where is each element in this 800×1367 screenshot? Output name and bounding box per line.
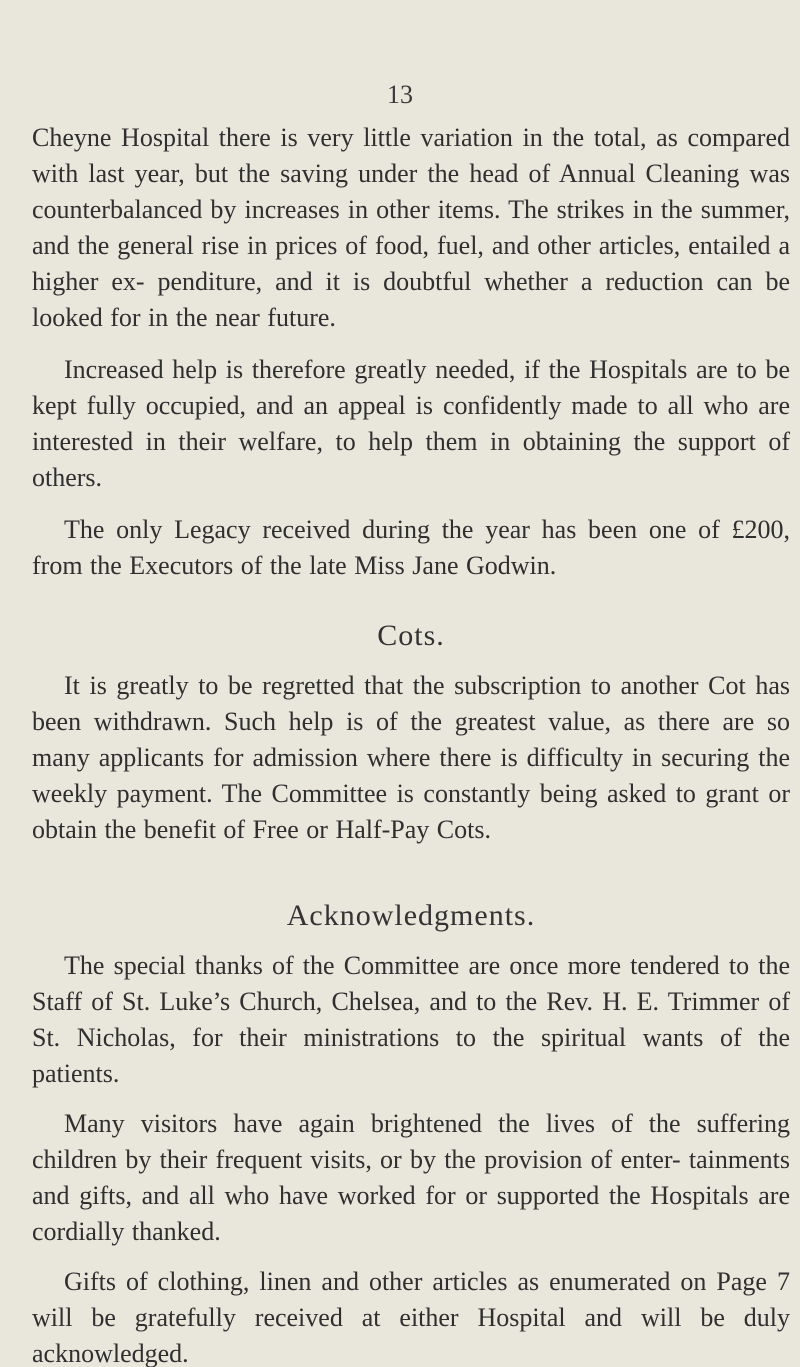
paragraph-gifts: Gifts of clothing, linen and other articles as enumerated on Page 7 will be gratefully received at either Hospital and will be duly acknowledged. xyxy=(32,1267,790,1367)
paragraph-appeal: Increased help is therefore greatly needed, if the Hospitals are to be kept fully occupied, and an appeal is confidently made to all who are interested in their welfare, to help them in obtaining the support of others. xyxy=(32,355,790,492)
paragraph-cots: It is greatly to be regretted that the subscription to another Cot has been withdrawn. Such help is of the greatest value, as there are so many applicants for admission where there is difficulty in securing the weekly payment. The Committee is constantly being asked to grant or obtain the benefit of Free or Half-Pay Cots. xyxy=(32,671,790,844)
body-text xyxy=(32,120,790,1367)
paragraph-finances: Cheyne Hospital there is very little variation in the total, as compared with last year, but the saving under the head of Annual Cleaning was counterbalanced by increases in other items. The strikes in the summer, and the general rise in prices of food, fuel, and other articles, entailed a higher ex- penditure, and it is doubtful whether a reduction can be looked for in the near future. xyxy=(32,123,790,332)
acknowledgments-heading: Acknowledgments. xyxy=(286,899,536,932)
paragraph-thanks-visitors: Many visitors have again brightened the lives of the suffering children by their frequent visits, or by the provision of enter- tainments and gifts, and all who have worked for or supported the Hospitals are cordially thanked. xyxy=(32,1109,790,1246)
page-number: 13 xyxy=(387,80,413,109)
paragraph-thanks-staff: The special thanks of the Committee are once more tendered to the Staff of St. Luke’s Church, Chelsea, and to the Rev. H. E. Trimmer of St. Nicholas, for their ministrations to the spiritual wants of the patients. xyxy=(32,951,790,1088)
cots-heading: Cots. xyxy=(377,619,445,652)
paragraph-legacy: The only Legacy received during the year has been one of £200, from the Executors of the late Miss Jane Godwin. xyxy=(32,515,790,580)
